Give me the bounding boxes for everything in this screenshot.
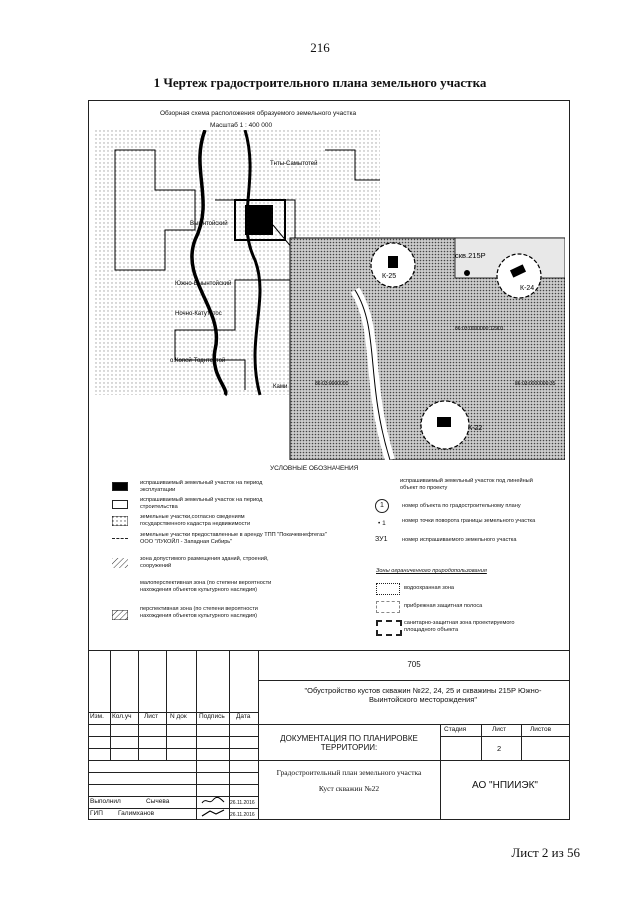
legend-swatch-operation <box>112 482 128 491</box>
stamp-code: 705 <box>407 660 421 669</box>
role-performer: Выполнил <box>90 798 121 805</box>
page-number: 216 <box>310 40 330 55</box>
legend-item: земельные участки,согласно сведениям государственного кадастра недвижимости <box>140 514 251 527</box>
legend-item: зона допустимого размещения зданий, строений, сооружений <box>140 556 269 569</box>
map-label: Ночно-Катутатос <box>175 311 222 317</box>
sheets-header: Листов <box>530 726 552 733</box>
legend-swatch-cadastre <box>112 516 128 526</box>
date-performer: 26.11.2016 <box>230 800 255 806</box>
legend-swatch-construction <box>112 500 128 509</box>
legend-item: испрашиваемый земельный участок на период строительства <box>140 497 263 510</box>
legend-symbol-circle: 1 <box>375 499 389 513</box>
legend-swatch-sanitary <box>376 620 402 636</box>
zones-title: Зоны ограниченного природопользования <box>376 568 487 574</box>
legend-symbol-zu: ЗУ1 <box>375 536 388 543</box>
legend-swatch-water <box>376 583 400 595</box>
col-header: Изм. <box>90 713 104 720</box>
legend-symbol-point: • 1 <box>378 520 386 527</box>
site-marker <box>245 205 273 235</box>
legend-title: УСЛОВНЫЕ ОБОЗНАЧЕНИЯ <box>270 465 359 472</box>
date-gip: 26.11.2016 <box>230 812 255 818</box>
name-performer: Сычева <box>146 798 170 805</box>
plan-name: Градостроительный план земельного участка <box>276 768 422 777</box>
title-block <box>88 650 570 820</box>
map-label: Южно-Выынтойский <box>175 281 232 287</box>
map-label: Выынтойский <box>190 221 228 227</box>
cadastral-label: 86:03:0000000:12901 <box>455 326 504 332</box>
map-label: Ками <box>273 384 288 390</box>
legend-swatch-lease <box>112 538 128 539</box>
cadastral-label: 86:03:0000000:35 <box>515 381 556 387</box>
legend-swatch-perspective <box>112 610 128 620</box>
doc-title: ДОКУМЕНТАЦИЯ ПО ПЛАНИРОВКЕ ТЕРРИТОРИИ: <box>280 734 418 752</box>
legend-item: испрашиваемый земельный участок на период эксплуатации <box>140 480 263 493</box>
legend-item: малоперспективная зона (по степени вероятности нахождения объектов культурного наследия) <box>140 580 272 593</box>
col-header: Дата <box>236 713 251 720</box>
legend-item: номер объекта по градостроительному плану <box>402 503 521 509</box>
map-label: Тнты-Самытотей <box>270 161 318 167</box>
legend-item: земельные участки предоставленные в аренду ТПП "Покачевнефтегаз" ООО "ЛУКОЙЛ - Западная Сибирь" <box>140 532 327 545</box>
company-name: АО "НПИИЭК" <box>472 780 538 791</box>
name-gip: Галимханов <box>118 810 155 817</box>
zone-item: водоохранная зона <box>404 585 455 591</box>
col-header: Подпись <box>199 713 225 720</box>
legend-item: перспективная зона (по степени вероятности нахождения объектов культурного наследия) <box>140 606 258 619</box>
legend-item: номер испрашиваемого земельного участка <box>402 537 517 543</box>
detail-label-k24: К-24 <box>520 285 535 292</box>
stamp-project: "Обустройство кустов скважин №22, 24, 25 и скважины 215Р Южно-Выинтойского месторождения" <box>304 686 542 704</box>
detail-label-k25: К-25 <box>382 273 397 280</box>
col-header: Кол.уч <box>112 713 132 720</box>
sheet-value: 2 <box>497 744 502 753</box>
object-name: Куст скважин №22 <box>318 784 380 793</box>
map-label: о.Копей-Тоднтсятой <box>170 358 226 364</box>
detail-label-215p: скв.215Р <box>455 251 486 260</box>
role-gip: ГИП <box>90 810 103 817</box>
detail-inset <box>290 238 565 460</box>
zone-item: санитарно-защитная зона проектируемого площадного объекта <box>404 620 515 633</box>
col-header: Лист <box>144 713 159 720</box>
sheet-footer: Лист 2 из 56 <box>511 845 580 860</box>
legend-symbol-point-number: 1 <box>382 520 386 527</box>
page-title: 1 Чертеж градостроительного плана земельного участка <box>153 75 487 90</box>
legend-item: испрашиваемый земельный участок под линейный объект по проекту <box>400 478 533 491</box>
signature-gip <box>200 808 226 818</box>
signature-performer <box>200 796 226 806</box>
detail-label-k22: К-22 <box>468 425 483 432</box>
overview-scale: Масштаб 1 : 400 000 <box>210 122 273 129</box>
sheet-header: Лист <box>492 726 507 733</box>
overview-map <box>95 130 565 460</box>
zone-item: прибрежная защитная полоса <box>404 603 483 609</box>
stage-header: Стадия <box>444 726 467 733</box>
legend-swatch-coast <box>376 601 400 613</box>
legend-swatch-permitted <box>112 558 128 568</box>
col-header: N док <box>170 713 187 720</box>
cadastral-label: 86:03:0000000 <box>315 381 349 387</box>
legend-item: номер точки поворота границы земельного участка <box>402 518 536 524</box>
overview-title: Обзорная схема расположения образуемого земельного участка <box>160 110 357 117</box>
